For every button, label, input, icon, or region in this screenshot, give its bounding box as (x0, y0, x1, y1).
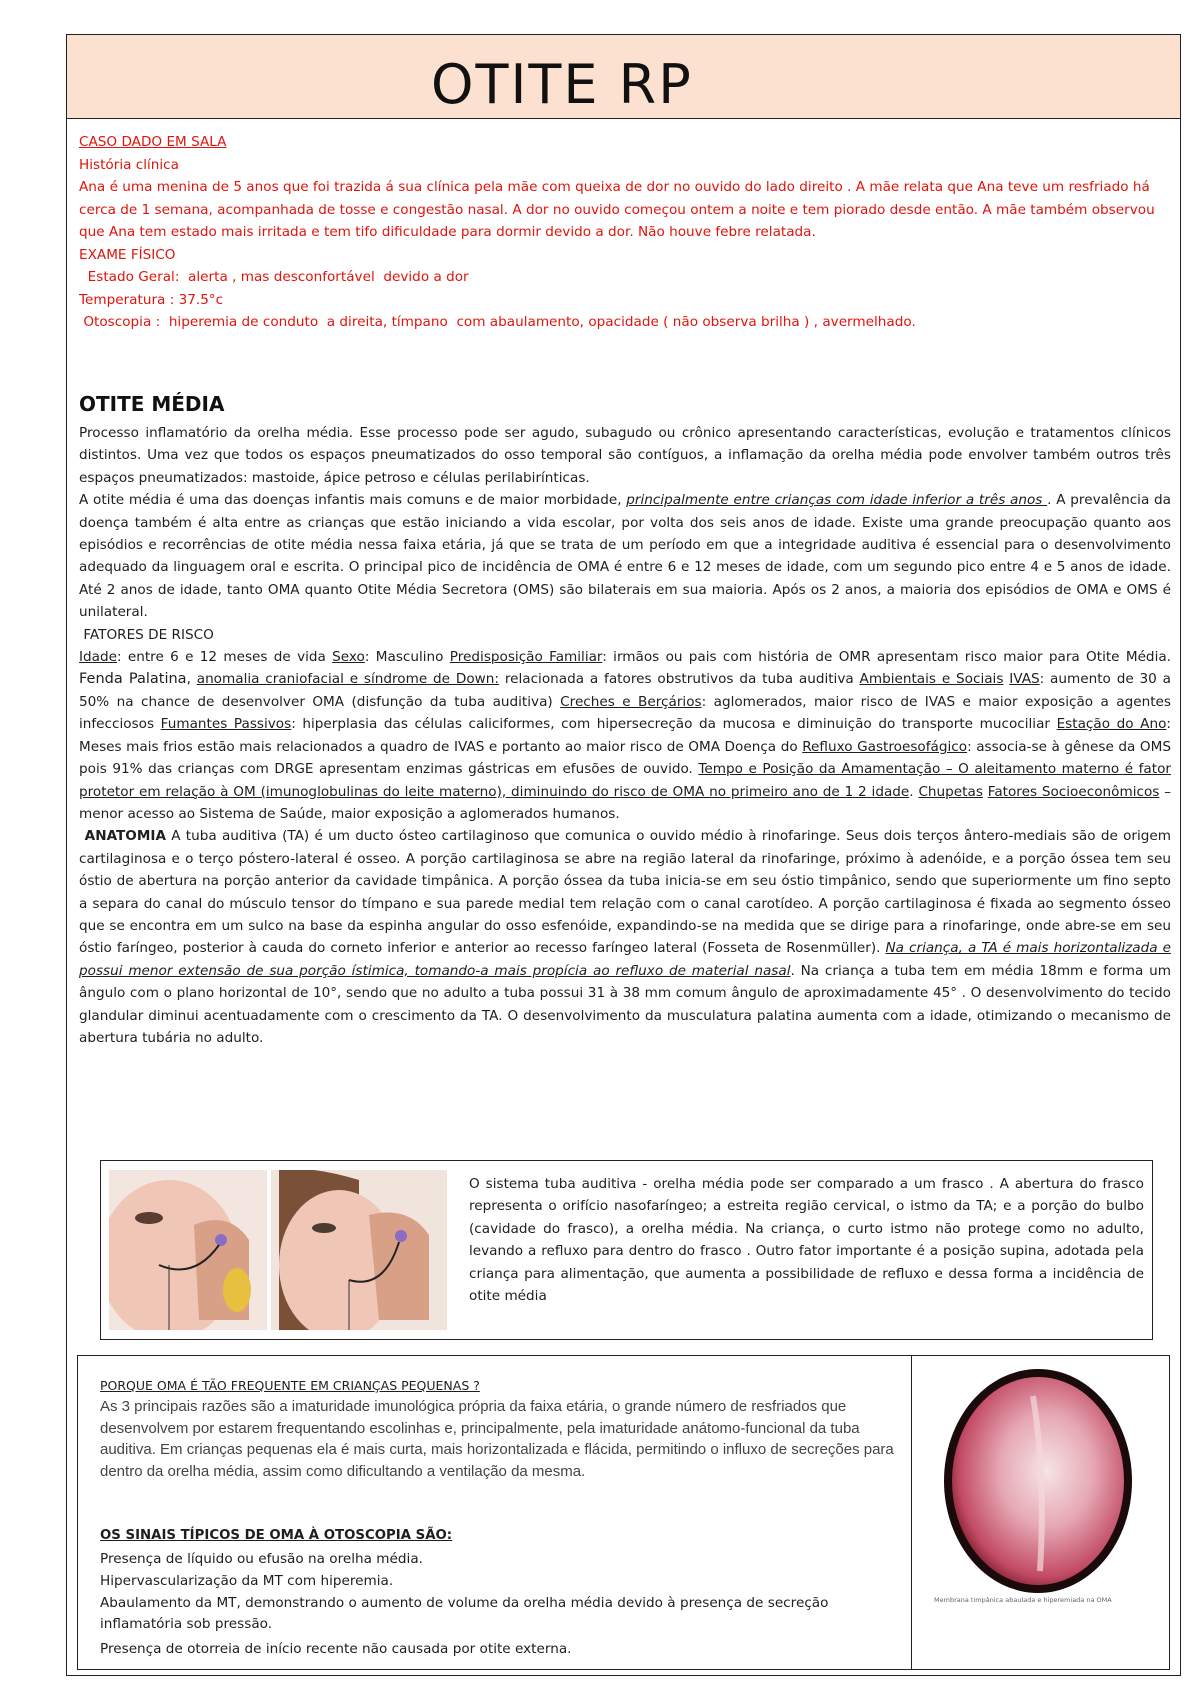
oma-sign-item: Abaulamento da MT, demonstrando o aumento de volume da orelha média devido à presença de secreção inflamatória sob pressão. (100, 1594, 829, 1633)
om-p2-text: A otite média é uma das doenças infantis mais comuns e de maior morbidade, (79, 492, 627, 509)
risk-ivas: IVAS (1009, 671, 1040, 688)
otite-media-body (79, 422, 1171, 1049)
case-heading: CASO DADO EM SALA (79, 134, 227, 150)
oma-signs-title: OS SINAIS TÍPICOS DE OMA À OTOSCOPIA SÃO: (100, 1528, 453, 1543)
oma-answer: As 3 principais razões são a imaturidade imunológica própria da faixa etária, o grande número de resfriados que desenvolvem por estarem frequentando escolinhas e, principalmente, pela imaturidade anátomo-funcional da tuba auditiva. Em crianças pequenas ela é mais curta, mais horizontalizada e flácida, permitindo o influxo de secreções para dentro da orelha média, assim como dificultando a ventilação da mesma. (100, 1398, 894, 1480)
risk-refluxo: Refluxo Gastroesofágico (802, 738, 968, 755)
risk-ivas-text: : aumento de 30 a 50% na chance de desenvolver OMA (disfunção da tuba auditiva) (79, 671, 1171, 710)
child-fluid (223, 1268, 251, 1312)
otoscopy-image (938, 1356, 1138, 1596)
oma-text-column (78, 1356, 912, 1669)
risk-anomalia-text: relacionada a fatores obstrutivos da tuba auditiva (498, 671, 860, 688)
anatomy-label: ANATOMIA (79, 828, 166, 845)
risk-predisposicao: Predisposição Familiar (449, 649, 603, 666)
otoscopy-caption: Membrana timpânica abaulada e hiperemiada na OMA (934, 1596, 1112, 1604)
risk-amamentacao: Tempo e Posição da Amamentação – O aleitamento materno é fator protetor em relação à OM (imunoglobulinas do leite materno), diminuindo do risco de OMA no primeiro ano de 1 2 idade (79, 761, 1171, 800)
oma-signs-list (100, 1549, 900, 1661)
risk-refluxo-text: : associa-se à gênese da OMS pois 91% das crianças com DRGE apresentam enzimas gástricas em efusões de ouvido. (79, 738, 1171, 778)
risk-estacao: Estação do Ano (1056, 716, 1167, 733)
risk-socioeconomicos: Fatores Socioeconômicos (987, 783, 1160, 800)
risk-predisposicao-text: : irmãos ou pais com história de OMR apresentam risco maior para Otite Média. (602, 649, 1171, 666)
om-paragraph-2 (79, 489, 1171, 623)
oma-sign-item: Presença de líquido ou efusão na orelha média. (100, 1551, 423, 1567)
history-text: Ana é uma menina de 5 anos que foi trazida á sua clínica pela mãe com queixa de dor no ouvido do lado direito . A mãe relata que Ana teve um resfriado há cerca de 1 semana, acompanhada de tosse e congestão nasal. A dor no ouvido começou ontem a noite e tem piorado desde então. A mãe também observou que Ana tem estado mais irritada e tem tifo dificuldade para dormir devido a dor. Não houve febre relatada. (79, 179, 1155, 240)
risk-fumantes: Fumantes Passivos (160, 716, 292, 733)
risk-anomalia: anomalia craniofacial e síndrome de Down: (196, 671, 499, 688)
adult-ear-cutaway (369, 1213, 429, 1321)
oma-frequency-box (77, 1355, 1170, 1670)
anatomy-text: A tuba auditiva (TA) é um ducto ósteo cartilaginoso que comunica o ouvido médio à rinofaringe. Seus dois terços ântero-mediais são de origem cartilaginosa e o terço póstero-lateral é osseo. A porção cartilaginosa se abre na região lateral da rinofaringe, próximo à adenóide, e a porção óssea tem seu óstio de abertura na porção anterior da cavidade timpânica. A porção óssea da tuba inicia-se em seu óstio timpânico, sendo que superiormente um fino septo a separa do canal do músculo tensor do tímpano e sua parede medial tem relação com o canal carotídeo. A porção cartilaginosa é fixada ao segmento ósseo que se encontra em um sulco na base da espinha angular do osso esfenóide, expandindo-se na medida que se dirige para a rinofaringe, onde abre-se em seu óstio faríngeo, posterior à cauda do corneto inferior e anterior ao recesso faríngeo lateral (Fosseta de Rosenmüller). (79, 828, 1172, 957)
anatomy-text-rest: . Na criança a tuba tem em média 18mm e forma um ângulo com o plano horizontal de 10°, sendo que no adulto a tuba possui 31 à 38 mm comum ângulo de aproximadamente 45° . O desenvolvimento do tecido glandular diminui acentuadamente com o crescimento da TA. O desenvolvimento da musculatura palatina aumenta com a idade, otimizando o mecanismo de abertura tubária no adulto. (79, 962, 1171, 1046)
page-frame (66, 34, 1181, 1676)
risk-sexo-text: : Masculino (364, 649, 450, 666)
risk-idade: Idade (79, 649, 117, 666)
risk-chupetas: Chupetas (918, 783, 983, 800)
risk-factors-heading: FATORES DE RISCO (79, 626, 214, 643)
om-p2-text-rest: . A prevalência da doença também é alta entre as crianças que estão iniciando a vida escolar, por volta dos seis anos de idade. Existe uma grande preocupação quanto aos episódios e recorrências de otite média nessa faixa etária, já que se trata de um período em que a integridade auditiva é essencial para o desenvolvimento adequado da linguagem oral e escrita. O principal pico de incidência de OMA é entre 6 e 12 meses de idade, com um segundo pico entre 4 e 5 anos de idade. Até 2 anos de idade, tanto OMA quanto Otite Média Secretora (OMS) são bilaterais em sua maioria. Após os 2 anos, a maioria dos episódios de OMA e OMS é unilateral. (79, 492, 1171, 621)
child-eye (135, 1212, 163, 1224)
child-middle-ear (215, 1234, 227, 1246)
adult-eye (312, 1223, 336, 1233)
history-label: História clínica (79, 156, 179, 173)
oma-question: PORQUE OMA É TÃO FREQUENTE EM CRIANÇAS PEQUENAS ? (100, 1378, 480, 1393)
risk-creches: Creches e Berçários (560, 693, 702, 710)
exam-label: EXAME FÍSICO (79, 246, 176, 263)
title-banner (67, 35, 1180, 119)
eustachian-tube-box (100, 1160, 1153, 1340)
risk-fumantes-text: : hiperplasia das células caliciformes, com hipersecreção da mucosa e diminuição do transporte mucociliar (291, 716, 1057, 733)
risk-factors-text (79, 646, 1171, 825)
risk-amamentacao-text: . (909, 783, 919, 800)
temperature: Temperatura : 37.5°c (79, 291, 224, 308)
risk-fenda: Fenda Palatina (79, 671, 187, 688)
risk-ambientais: Ambientais e Sociais (859, 671, 1004, 688)
page-title: OTITE RP (431, 53, 693, 116)
ear-anatomy-illustration (109, 1170, 447, 1330)
risk-creches-text: : aglomerados, maior risco de IVAS e maior exposição a agentes infecciosos (79, 693, 1171, 733)
risk-fenda-text: , (186, 671, 197, 688)
oma-sign-item: Hipervascularização da MT com hiperemia. (100, 1572, 394, 1589)
section-title-otite-media: OTITE MÉDIA (79, 392, 225, 416)
risk-sexo: Sexo (332, 649, 365, 666)
anatomy-emphasis: Na criança, a TA é mais horizontalizada e possui menor extensão de sua porção ístimica, tomando-a mais propícia ao refluxo de material nasal (79, 940, 1171, 979)
adult-middle-ear (395, 1230, 407, 1242)
risk-idade-text: : entre 6 e 12 meses de vida (116, 649, 333, 666)
risk-estacao-text: : Meses mais frios estão mais relacionados a quadro de IVAS e portanto ao maior risco de OMA Doença do (79, 716, 1171, 755)
oma-sign-item: Presença de otorreia de início recente não causada por otite externa. (100, 1641, 572, 1658)
om-paragraph-1: Processo inflamatório da orelha média. Esse processo pode ser agudo, subagudo ou crônico apresentando características, evolução e tratamentos clínicos distintos. Uma vez que todos os espaços pneumatizados do osso temporal são contíguos, a inflamação da orelha média pode envolver também outros três espaços pneumatizados: mastoide, ápice petroso e células perilabirínticas. (79, 425, 1171, 486)
general-state: Estado Geral: alerta , mas desconfortável devido a dor (79, 269, 469, 285)
risk-socioeconomicos-text: – menor acesso ao Sistema de Saúde, maior exposição a aglomerados humanos. (79, 783, 1171, 822)
otoscopy: Otoscopia : hiperemia de conduto a direita, tímpano com abaulamento, opacidade ( não observa brilha ) , avermelhado. (79, 314, 916, 330)
anatomy-paragraph (79, 825, 1171, 1049)
case-section (79, 131, 1174, 334)
om-p2-emphasis: principalmente entre crianças com idade inferior a três anos (626, 492, 1048, 509)
tube-comparison-text: O sistema tuba auditiva - orelha média pode ser comparado a um frasco . A abertura do frasco representa o orifício nasofaríngeo; a estreita região cervical, o istmo da TA; e a porção do bulbo (cavidade do frasco), a orelha média. Na criança, o curto istmo não protege como no adulto, levando a refluxo para dentro do frasco . Outro fator importante é a posição supina, adotada pela criança para alimentação, que aumenta a possibilidade de refluxo e dessa forma a incidência de otite média (469, 1176, 1144, 1305)
